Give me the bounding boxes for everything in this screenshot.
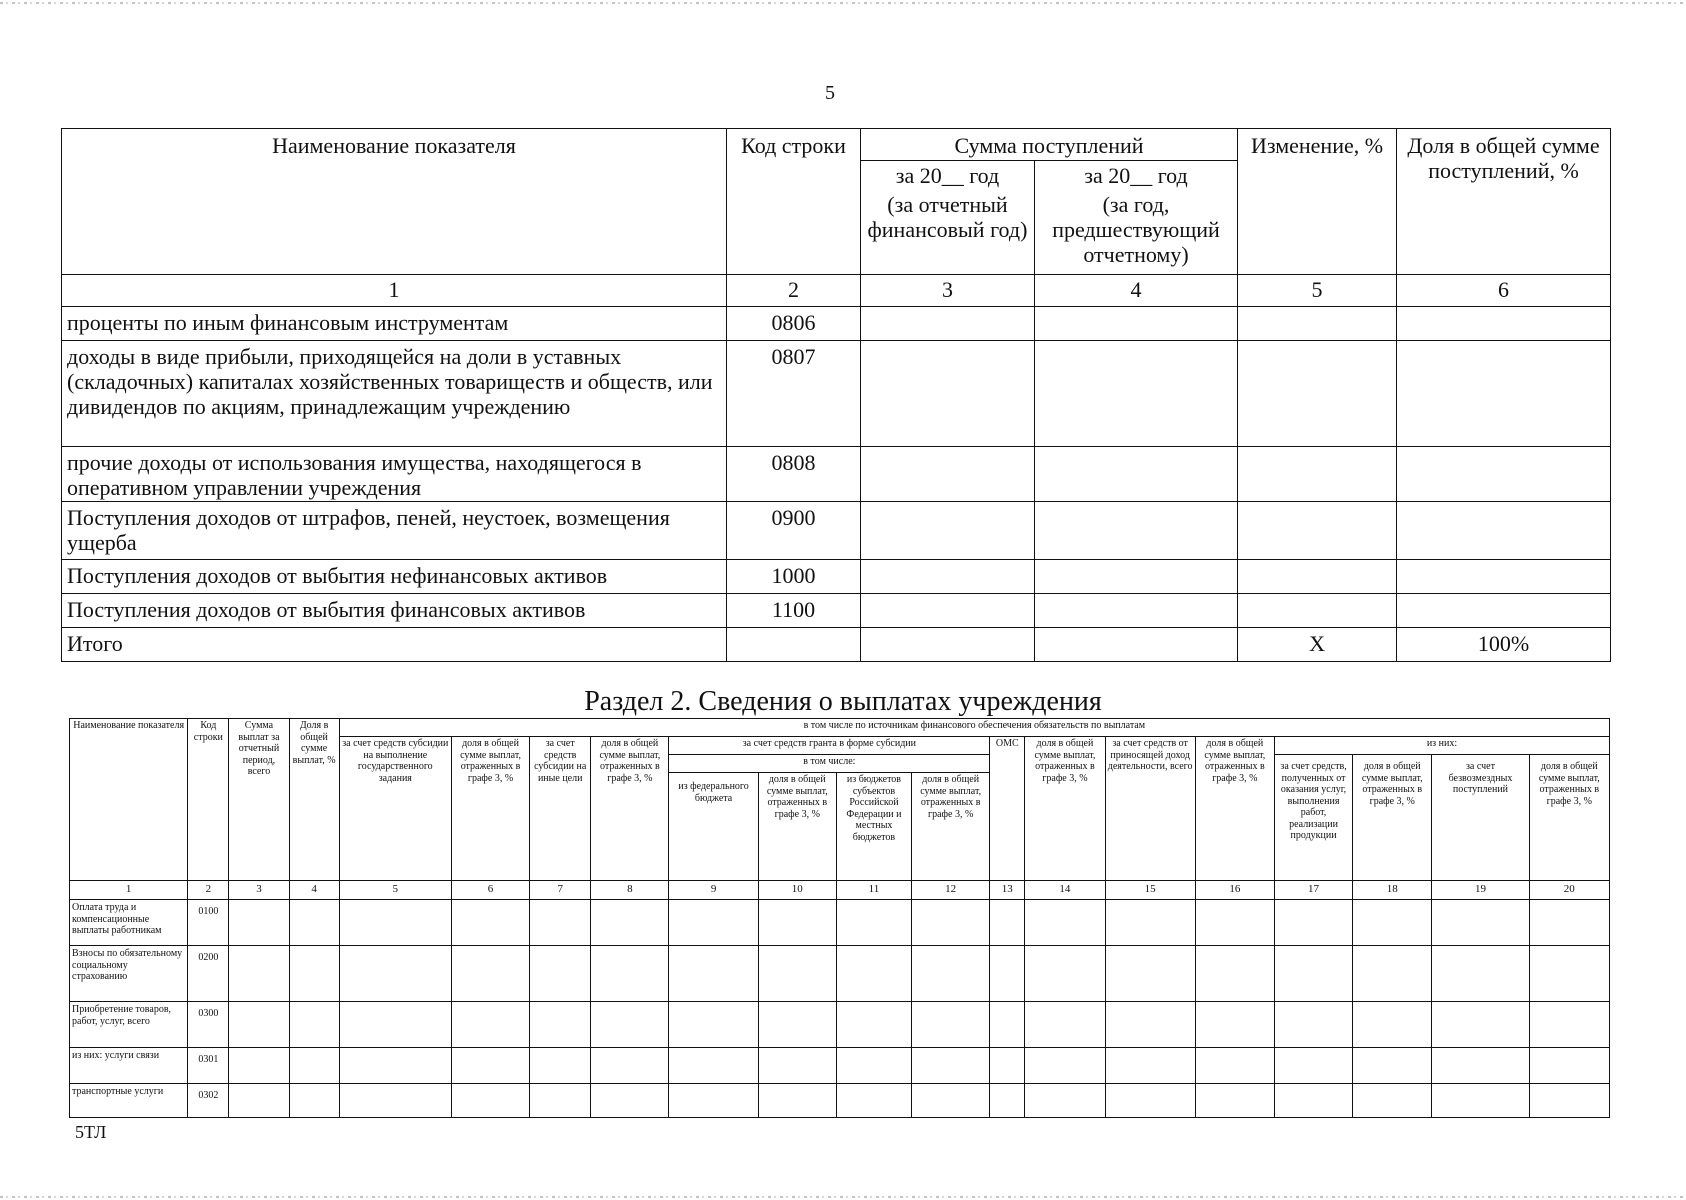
cell <box>289 1002 339 1048</box>
cell <box>229 946 289 1002</box>
form-code: 5ТЛ <box>75 1122 107 1142</box>
cell <box>1105 900 1195 946</box>
cell <box>990 1048 1025 1084</box>
row-code: 0808 <box>727 447 861 502</box>
col-number: 6 <box>1397 275 1611 307</box>
cell <box>1353 1002 1432 1048</box>
row-change <box>1238 341 1397 447</box>
cell <box>339 900 451 946</box>
t2-header-code: Код строки <box>188 719 229 881</box>
row-code: 0807 <box>727 341 861 447</box>
cell <box>1432 946 1529 1002</box>
col-number: 5 <box>1238 275 1397 307</box>
table-row <box>62 594 1611 628</box>
table-row <box>62 502 1611 560</box>
cell <box>530 1048 591 1084</box>
table-row <box>62 307 1611 341</box>
payments-table <box>69 718 1610 1118</box>
col-number: 12 <box>912 881 990 900</box>
cell <box>912 1048 990 1084</box>
cell <box>1035 502 1238 560</box>
col-number: 10 <box>758 881 836 900</box>
cell <box>861 307 1035 341</box>
col-number: 1 <box>62 275 727 307</box>
cell <box>990 1002 1025 1048</box>
cell <box>530 900 591 946</box>
header-year-current <box>861 161 1035 275</box>
cell <box>1035 560 1238 594</box>
t2-header-share: Доля в общей сумме выплат, % <box>289 719 339 881</box>
cell <box>1353 1048 1432 1084</box>
cell <box>990 900 1025 946</box>
col-number: 6 <box>451 881 529 900</box>
col-number: 3 <box>229 881 289 900</box>
cell <box>836 1002 911 1048</box>
cell <box>669 1048 758 1084</box>
cell <box>861 560 1035 594</box>
cell <box>1195 1048 1274 1084</box>
cell <box>861 628 1035 662</box>
t2-header-name: Наименование показателя <box>70 719 188 881</box>
cell <box>1105 1048 1195 1084</box>
cell <box>669 1084 758 1118</box>
t2-header-gratuitous: за счет безвозмездных поступлений <box>1432 755 1529 881</box>
cell <box>1195 900 1274 946</box>
header-change: Изменение, % <box>1238 129 1397 275</box>
t2-header-services: за счет средств, полученных от оказания услуг, выполнения работ, реализации продукции <box>1274 755 1352 881</box>
t2-header-oms: ОМС <box>990 737 1025 881</box>
col-number: 19 <box>1432 881 1529 900</box>
row-name: Оплата труда и компенсационные выплаты работникам <box>70 900 188 946</box>
cell <box>451 946 529 1002</box>
t2-header-incl: в том числе: <box>669 755 990 773</box>
cell <box>289 946 339 1002</box>
cell <box>669 1002 758 1048</box>
t2-header-share-g3: доля в общей сумме выплат, отраженных в графе 3, % <box>451 737 529 881</box>
t2-header-share-g3: доля в общей сумме выплат, отраженных в графе 3, % <box>1353 755 1432 881</box>
row-share <box>1397 447 1611 502</box>
cell <box>591 1002 669 1048</box>
table-row <box>70 1048 1610 1084</box>
cell <box>836 1048 911 1084</box>
header-code: Код строки <box>727 129 861 275</box>
cell <box>339 1002 451 1048</box>
cell <box>1274 1048 1352 1084</box>
row-code: 0900 <box>727 502 861 560</box>
t2-header-regional: из бюджетов субъектов Российской Федерации и местных бюджетов <box>836 773 911 881</box>
row-code: 0100 <box>188 900 229 946</box>
cell <box>836 900 911 946</box>
header-sum: Сумма поступлений <box>861 129 1238 161</box>
t2-header-by-sources: в том числе по источникам финансового обеспечения обязательств по выплатам <box>339 719 1609 737</box>
income-table <box>61 128 1611 662</box>
row-share <box>1397 502 1611 560</box>
col-number: 4 <box>289 881 339 900</box>
row-name: прочие доходы от использования имущества, находящегося в оперативном управлении учреждения <box>62 447 727 502</box>
row-change <box>1238 560 1397 594</box>
cell <box>1529 946 1609 1002</box>
cell <box>289 1084 339 1118</box>
col-number: 20 <box>1529 881 1609 900</box>
cell <box>1105 1002 1195 1048</box>
header-name: Наименование показателя <box>62 129 727 275</box>
cell <box>591 1048 669 1084</box>
row-code: 0200 <box>188 946 229 1002</box>
cell <box>1353 946 1432 1002</box>
row-change <box>1238 447 1397 502</box>
cell <box>451 1084 529 1118</box>
t2-column-numbers <box>70 881 1610 900</box>
cell <box>1105 946 1195 1002</box>
t2-header-share-g3: доля в общей сумме выплат, отраженных в графе 3, % <box>758 773 836 881</box>
row-name: из них: услуги связи <box>70 1048 188 1084</box>
cell <box>1529 1084 1609 1118</box>
cell <box>912 1002 990 1048</box>
cell <box>229 1048 289 1084</box>
col-number: 2 <box>188 881 229 900</box>
cell <box>861 447 1035 502</box>
cell <box>229 1084 289 1118</box>
col-number: 9 <box>669 881 758 900</box>
cell <box>1035 307 1238 341</box>
year-current-label: за 20__ год <box>895 163 1000 188</box>
row-name: транспортные услуги <box>70 1084 188 1118</box>
cell <box>1195 1002 1274 1048</box>
cell <box>339 1048 451 1084</box>
table-row <box>62 447 1611 502</box>
cell <box>990 946 1025 1002</box>
table-row <box>62 560 1611 594</box>
cell <box>339 946 451 1002</box>
col-number: 7 <box>530 881 591 900</box>
year-current-note: (за отчетный финансовый год) <box>867 192 1028 242</box>
col-number: 16 <box>1195 881 1274 900</box>
t2-header-share-g3: доля в общей сумме выплат, отраженных в графе 3, % <box>912 773 990 881</box>
scan-edge-bottom <box>0 1196 1686 1198</box>
cell <box>451 1048 529 1084</box>
cell <box>1105 1084 1195 1118</box>
cell <box>530 1084 591 1118</box>
cell <box>591 946 669 1002</box>
cell <box>836 946 911 1002</box>
col-number: 13 <box>990 881 1025 900</box>
row-code: 0300 <box>188 1002 229 1048</box>
header-year-prev <box>1035 161 1238 275</box>
year-prev-label: за 20__ год <box>1084 163 1188 188</box>
cell <box>861 594 1035 628</box>
col-number: 17 <box>1274 881 1352 900</box>
row-name: Итого <box>62 628 727 662</box>
t2-header-subsidy-task: за счет средств субсидии на выполнение государственного задания <box>339 737 451 881</box>
cell <box>1035 628 1238 662</box>
cell <box>912 900 990 946</box>
row-code: 0301 <box>188 1048 229 1084</box>
cell <box>1274 946 1352 1002</box>
row-name: доходы в виде прибыли, приходящейся на доли в уставных (складочных) капиталах хозяйственных товариществ и обществ, или дивидендов по акциям, принадлежащим учреждению <box>62 341 727 447</box>
col-number: 8 <box>591 881 669 900</box>
cell <box>758 1048 836 1084</box>
col-number: 15 <box>1105 881 1195 900</box>
row-name: Поступления доходов от выбытия финансовых активов <box>62 594 727 628</box>
cell <box>1432 900 1529 946</box>
cell <box>1025 1084 1105 1118</box>
cell <box>1025 1048 1105 1084</box>
cell <box>229 900 289 946</box>
row-share <box>1397 307 1611 341</box>
cell <box>990 1084 1025 1118</box>
cell <box>1353 1084 1432 1118</box>
row-name: Поступления доходов от выбытия нефинансовых активов <box>62 560 727 594</box>
row-change: X <box>1238 628 1397 662</box>
row-share <box>1397 560 1611 594</box>
cell <box>1035 594 1238 628</box>
table-row <box>62 341 1611 447</box>
row-name: Взносы по обязательному социальному страхованию <box>70 946 188 1002</box>
t2-header-share-g3: доля в общей сумме выплат, отраженных в графе 3, % <box>1025 737 1105 881</box>
cell <box>1274 900 1352 946</box>
cell <box>669 946 758 1002</box>
row-name: проценты по иным финансовым инструментам <box>62 307 727 341</box>
row-share <box>1397 594 1611 628</box>
col-number: 11 <box>836 881 911 900</box>
cell <box>1025 1002 1105 1048</box>
t2-header-grant: за счет средств гранта в форме субсидии <box>669 737 990 755</box>
row-code <box>727 628 861 662</box>
row-code: 0806 <box>727 307 861 341</box>
header-share: Доля в общей сумме поступлений, % <box>1397 129 1611 275</box>
row-change <box>1238 307 1397 341</box>
col-number: 14 <box>1025 881 1105 900</box>
cell <box>530 1002 591 1048</box>
col-number: 1 <box>70 881 188 900</box>
row-code: 0302 <box>188 1084 229 1118</box>
cell <box>1035 341 1238 447</box>
cell <box>1035 447 1238 502</box>
col-number: 2 <box>727 275 861 307</box>
cell <box>1432 1048 1529 1084</box>
cell <box>339 1084 451 1118</box>
cell <box>861 502 1035 560</box>
row-code: 1000 <box>727 560 861 594</box>
cell <box>1432 1084 1529 1118</box>
cell <box>912 946 990 1002</box>
cell <box>451 900 529 946</box>
row-change <box>1238 594 1397 628</box>
t2-header-total: Сумма выплат за отчетный период, всего <box>229 719 289 881</box>
table-row <box>70 900 1610 946</box>
t2-header-share-g3: доля в общей сумме выплат, отраженных в графе 3, % <box>1195 737 1274 881</box>
year-prev-note: (за год, предшествующий отчетному) <box>1052 192 1220 267</box>
cell <box>758 900 836 946</box>
t2-header-federal: из федерального бюджета <box>669 773 758 881</box>
cell <box>861 341 1035 447</box>
row-name: Приобретение товаров, работ, услуг, всего <box>70 1002 188 1048</box>
t2-header-income-activity: за счет средств от приносящей доход деятельности, всего <box>1105 737 1195 881</box>
t2-header-share-g3: доля в общей сумме выплат, отраженных в графе 3, % <box>591 737 669 881</box>
cell <box>1274 1084 1352 1118</box>
cell <box>591 1084 669 1118</box>
cell <box>1432 1002 1529 1048</box>
row-share: 100% <box>1397 628 1611 662</box>
row-name: Поступления доходов от штрафов, пеней, неустоек, возмещения ущерба <box>62 502 727 560</box>
cell <box>530 946 591 1002</box>
cell <box>1529 1002 1609 1048</box>
cell <box>591 900 669 946</box>
page-number: 5 <box>825 82 835 104</box>
t2-header-of-them: из них: <box>1274 737 1609 755</box>
scan-edge-top <box>0 2 1686 4</box>
row-share <box>1397 341 1611 447</box>
cell <box>289 1048 339 1084</box>
cell <box>1195 946 1274 1002</box>
cell <box>229 1002 289 1048</box>
table-row <box>70 1002 1610 1048</box>
t2-header-share-g3: доля в общей сумме выплат, отраженных в графе 3, % <box>1529 755 1609 881</box>
cell <box>836 1084 911 1118</box>
cell <box>1195 1084 1274 1118</box>
table-row-total <box>62 628 1611 662</box>
cell <box>758 1002 836 1048</box>
section-2-title: Раздел 2. Сведения о выплатах учреждения <box>584 686 1102 717</box>
cell <box>1529 1048 1609 1084</box>
col-number: 4 <box>1035 275 1238 307</box>
col-number: 5 <box>339 881 451 900</box>
cell <box>1025 900 1105 946</box>
cell <box>758 1084 836 1118</box>
row-code: 1100 <box>727 594 861 628</box>
table-row <box>70 946 1610 1002</box>
cell <box>289 900 339 946</box>
col-number: 3 <box>861 275 1035 307</box>
t2-header-subsidy-other: за счет средств субсидии на иные цели <box>530 737 591 881</box>
cell <box>1274 1002 1352 1048</box>
cell <box>1025 946 1105 1002</box>
col-number: 18 <box>1353 881 1432 900</box>
cell <box>451 1002 529 1048</box>
table-row <box>70 1084 1610 1118</box>
row-change <box>1238 502 1397 560</box>
cell <box>669 900 758 946</box>
cell <box>758 946 836 1002</box>
cell <box>1529 900 1609 946</box>
cell <box>912 1084 990 1118</box>
cell <box>1353 900 1432 946</box>
